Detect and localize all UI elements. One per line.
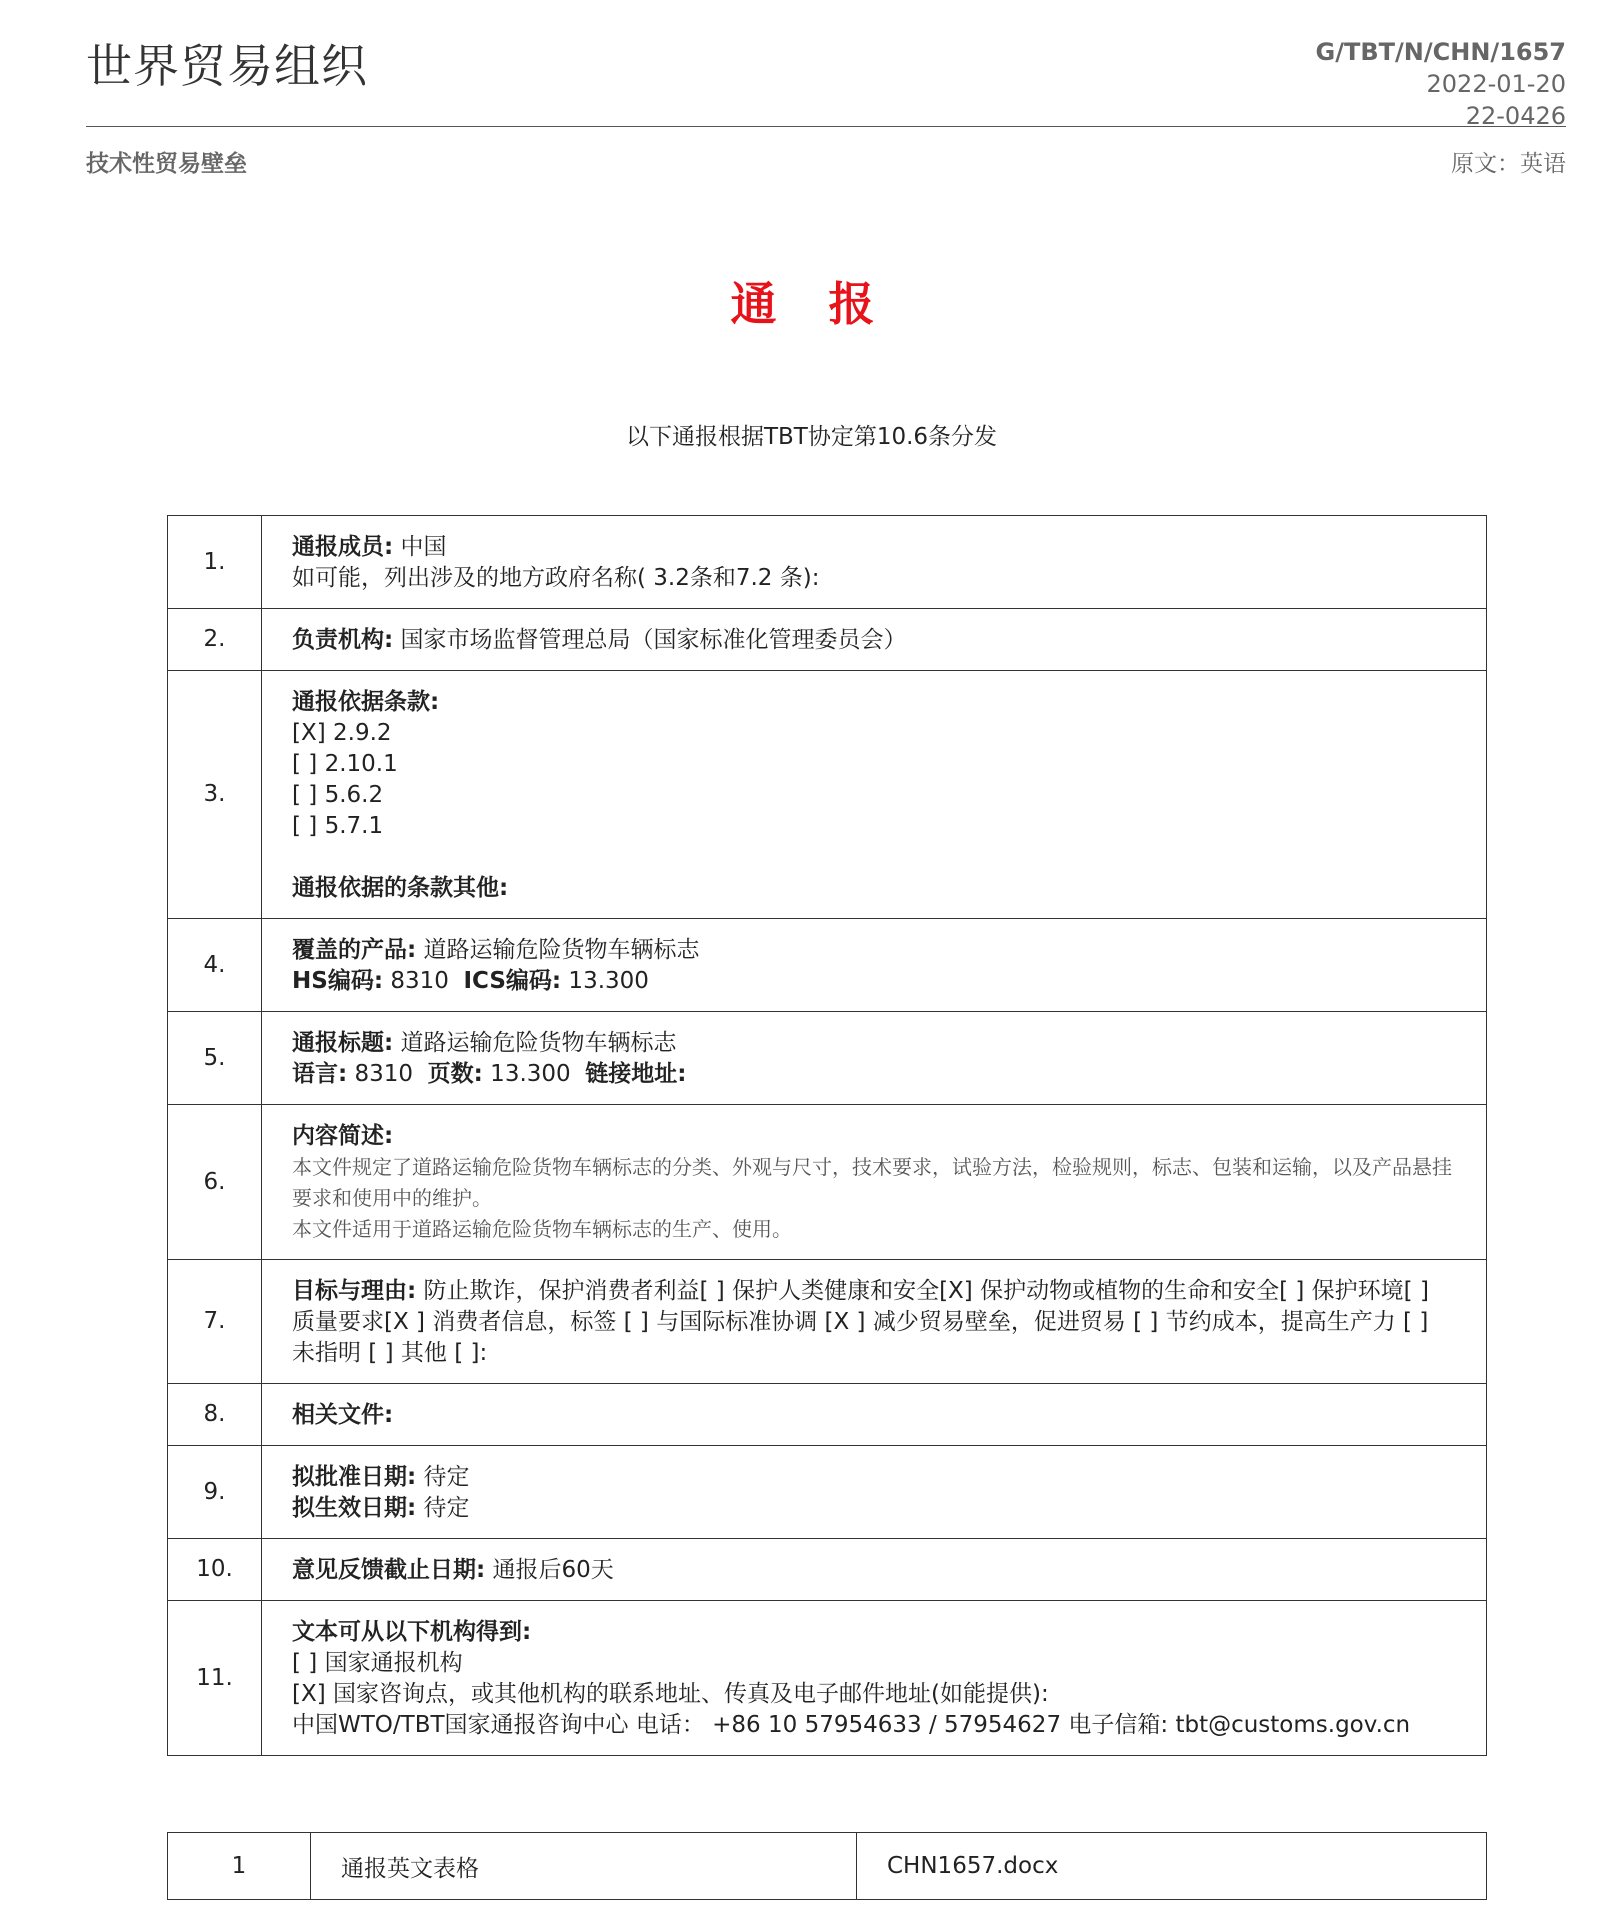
- row-number: 6.: [168, 1105, 262, 1260]
- attachment-file-link[interactable]: CHN1657.docx: [857, 1833, 1487, 1900]
- attachment-table: [167, 1832, 1487, 1900]
- notification-table: [167, 515, 1487, 1756]
- row-content: [262, 516, 1487, 609]
- field-value: 8310: [383, 968, 464, 994]
- row-content: [262, 1539, 1487, 1601]
- table-row: [168, 1260, 1487, 1384]
- option-item: [ ] 5.7.1: [292, 813, 384, 839]
- attachment-number: 1: [168, 1833, 311, 1900]
- row-content: [262, 1105, 1487, 1260]
- intro-text: 以下通报根据TBT协定第10.6条分发: [625, 424, 998, 450]
- field-value: 13.300: [561, 968, 649, 994]
- field-value: 道路运输危险货物车辆标志: [416, 937, 700, 963]
- field-note: 如可能，列出涉及的地方政府名称( 3.2条和7.2 条):: [292, 565, 820, 591]
- row-number: 9.: [168, 1446, 262, 1539]
- field-label: 页数:: [427, 1061, 483, 1087]
- field-value: 道路运输危险货物车辆标志: [393, 1030, 677, 1056]
- document-header: [86, 30, 1566, 130]
- row-number: 4.: [168, 919, 262, 1012]
- field-label: 拟批准日期:: [292, 1464, 417, 1490]
- field-value: 通报后60天: [485, 1557, 614, 1583]
- field-value: 待定: [416, 1464, 470, 1490]
- row-content: [262, 1601, 1487, 1756]
- document-meta: [1316, 36, 1566, 132]
- table-row: [168, 1601, 1487, 1756]
- field-label: HS编码:: [292, 968, 384, 994]
- header-divider: [86, 126, 1566, 127]
- table-row: [168, 609, 1487, 671]
- field-value: 8310: [347, 1061, 428, 1087]
- option-item: [ ] 5.6.2: [292, 782, 384, 808]
- row-number: 8.: [168, 1384, 262, 1446]
- row-content: [262, 1384, 1487, 1446]
- table-row: [168, 919, 1487, 1012]
- row-number: 5.: [168, 1012, 262, 1105]
- field-label: 覆盖的产品:: [292, 937, 417, 963]
- table-row: [168, 516, 1487, 609]
- field-label: ICS编码:: [463, 968, 562, 994]
- option-item: [X] 2.9.2: [292, 720, 392, 746]
- document-number: 22-0426: [1465, 102, 1566, 130]
- row-content: [262, 1012, 1487, 1105]
- row-number: 1.: [168, 516, 262, 609]
- row-content: [262, 1446, 1487, 1539]
- contact-info: 中国WTO/TBT国家通报咨询中心 电话： +86 10 57954633 / 57954627 电子信箱: tbt@customs.gov.cn: [292, 1712, 1411, 1738]
- row-number: 10.: [168, 1539, 262, 1601]
- field-label: 负责机构:: [292, 627, 394, 653]
- field-value: 防止欺诈，保护消费者利益[ ] 保护人类健康和安全[X] 保护动物或植物的生命和安全[ ] 保护环境[ ] 质量要求[X ] 消费者信息，标签 [ ] 与国际标准协调 [X ] 减少贸易壁垒，促进贸易 [ ] 节约成本，提高生产力 [ ] 未指明 [ ] 其他 [ ]:: [292, 1278, 1429, 1366]
- row-number: 11.: [168, 1601, 262, 1756]
- row-content: [262, 1260, 1487, 1384]
- field-label: 文本可从以下机构得到:: [292, 1619, 532, 1645]
- table-row: [168, 1446, 1487, 1539]
- option-item: [ ] 2.10.1: [292, 751, 398, 777]
- field-label: 内容简述:: [292, 1123, 394, 1149]
- field-label: 通报依据的条款其他:: [292, 875, 509, 901]
- table-row: [168, 1833, 1487, 1900]
- table-row: [168, 1539, 1487, 1601]
- notification-title: 通 报: [730, 277, 893, 331]
- field-label: 意见反馈截止日期:: [292, 1557, 486, 1583]
- original-language: 原文：英语: [1451, 151, 1566, 177]
- committee-name: 技术性贸易壁垒: [86, 151, 247, 177]
- description-paragraph: 本文件规定了道路运输危险货物车辆标志的分类、外观与尺寸，技术要求，试验方法，检验规则，标志、包装和运输，以及产品悬挂要求和使用中的维护。: [292, 1155, 1452, 1210]
- document-symbol: G/TBT/N/CHN/1657: [1315, 38, 1566, 66]
- field-value: 待定: [416, 1495, 470, 1521]
- field-label: 通报成员:: [292, 534, 394, 560]
- field-label: 拟生效日期:: [292, 1495, 417, 1521]
- table-row: [168, 671, 1487, 919]
- field-label: 目标与理由:: [292, 1278, 417, 1304]
- table-row: [168, 1012, 1487, 1105]
- field-label: 语言:: [292, 1061, 348, 1087]
- field-label: 通报标题:: [292, 1030, 394, 1056]
- description-paragraph: 本文件适用于道路运输危险货物车辆标志的生产、使用。: [292, 1217, 792, 1241]
- row-number: 2.: [168, 609, 262, 671]
- document-date: 2022-01-20: [1426, 70, 1566, 98]
- field-label: 相关文件:: [292, 1402, 394, 1428]
- row-number: 3.: [168, 671, 262, 919]
- attachment-name: 通报英文表格: [311, 1833, 857, 1900]
- row-number: 7.: [168, 1260, 262, 1384]
- row-content: [262, 609, 1487, 671]
- row-content: [262, 671, 1487, 919]
- field-value: 国家市场监督管理总局（国家标准化管理委员会）: [393, 627, 907, 653]
- row-content: [262, 919, 1487, 1012]
- field-value: 中国: [393, 534, 447, 560]
- option-item: [ ] 国家通报机构: [292, 1650, 463, 1676]
- field-label: 通报依据条款:: [292, 689, 440, 715]
- field-label: 链接地址:: [585, 1061, 687, 1087]
- option-item: [X] 国家咨询点，或其他机构的联系地址、传真及电子邮件地址(如能提供):: [292, 1681, 1049, 1707]
- table-row: [168, 1384, 1487, 1446]
- org-title: 世界贸易组织: [86, 39, 368, 93]
- field-value: 13.300: [482, 1061, 586, 1087]
- table-row: [168, 1105, 1487, 1260]
